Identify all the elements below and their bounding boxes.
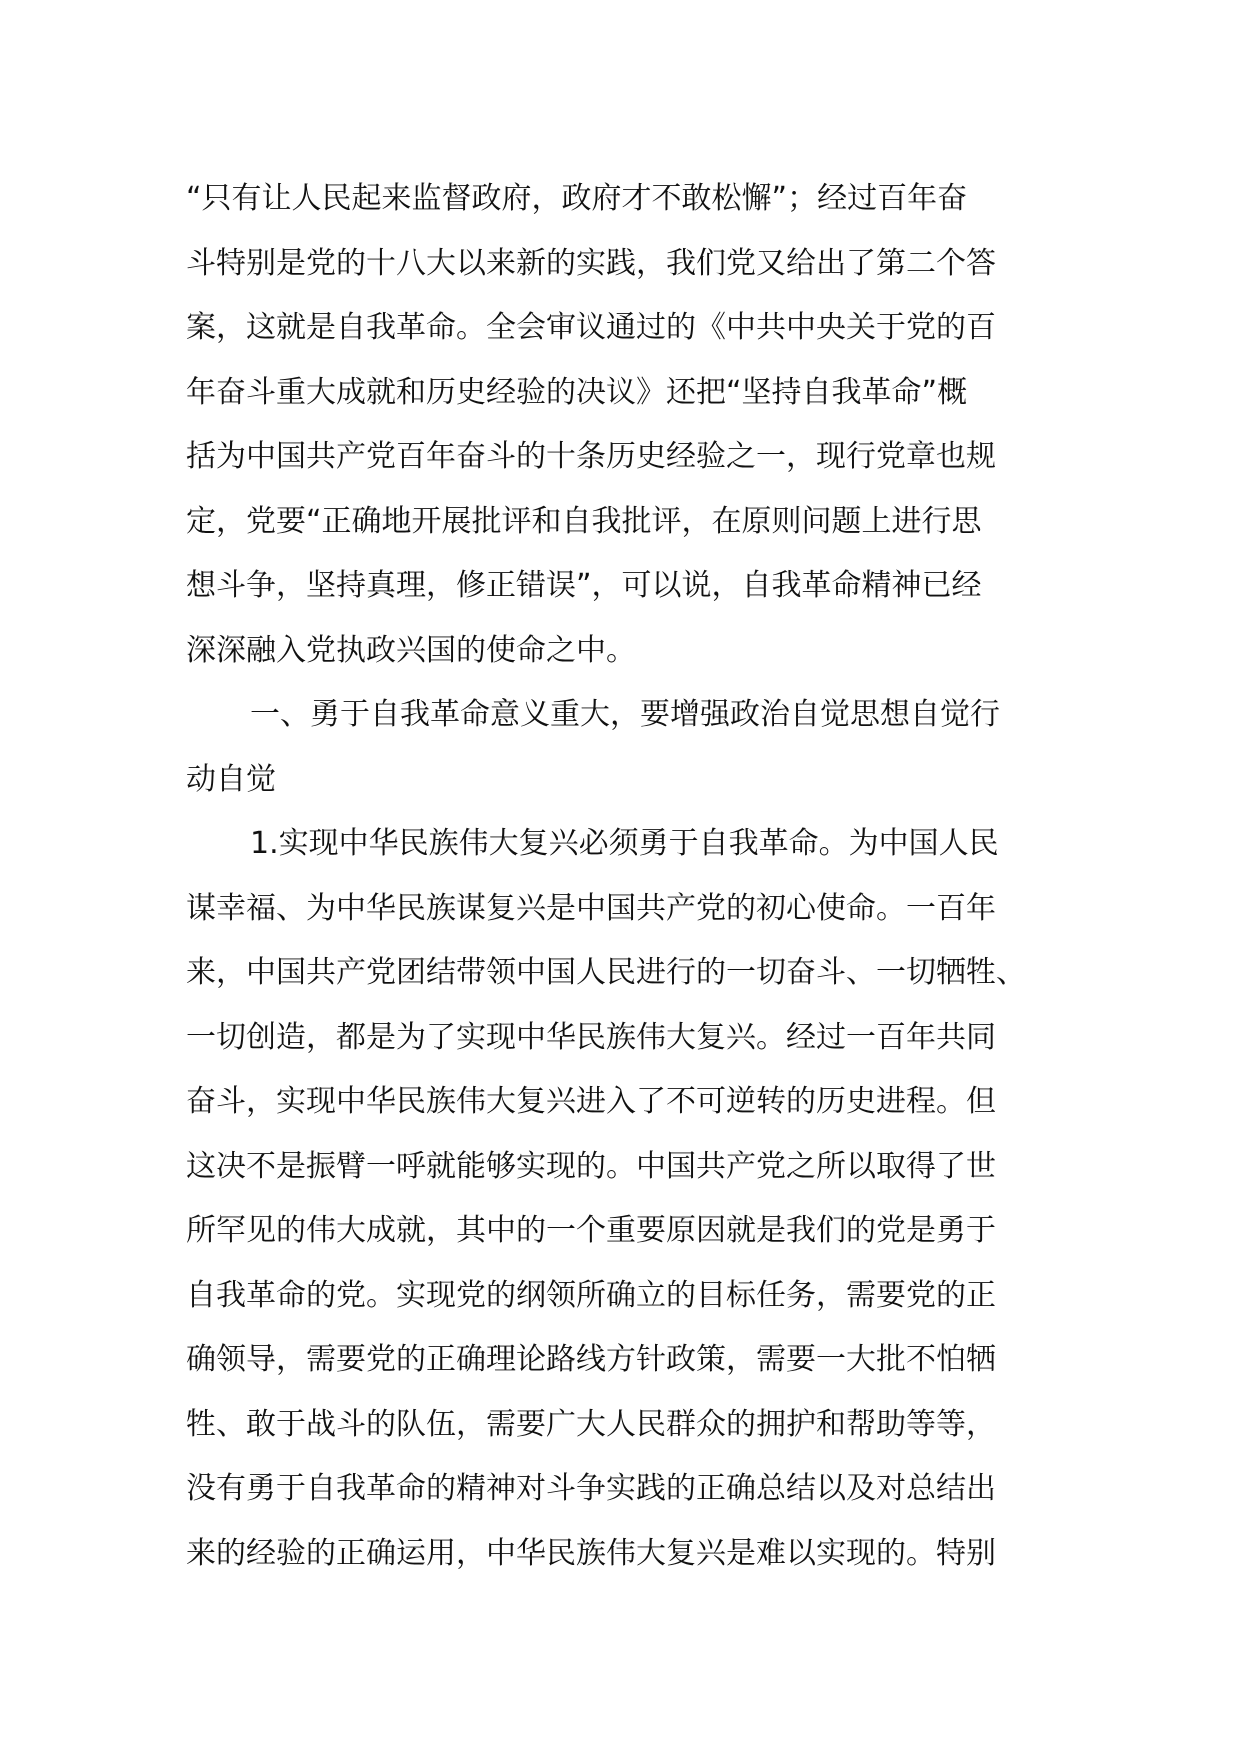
section-heading-line: 动自觉 [186,761,276,797]
paragraph-line: 所罕见的伟大成就，其中的一个重要原因就是我们的党是勇于 [186,1213,996,1248]
paragraph-line: 斗特别是党的十八大以来新的实践，我们党又给出了第二个答 [186,245,996,281]
body-text [186,167,1066,1586]
paragraph-line: 一切创造，都是为了实现中华民族伟大复兴。经过一百年共同 [186,1019,996,1055]
paragraph-line: 年奋斗重大成就和历史经验的决议》还把“坚持自我革命”概 [186,374,968,410]
paragraph-line: 自我革命的党。实现党的纲领所确立的目标任务，需要党的正 [186,1277,996,1313]
paragraph-line: 奋斗，实现中华民族伟大复兴进入了不可逆转的历史进程。但 [186,1084,996,1119]
paragraph-line: 确领导，需要党的正确理论路线方针政策，需要一大批不怕牺 [186,1342,996,1377]
paragraph-line: 没有勇于自我革命的精神对斗争实践的正确总结以及对总结出 [186,1471,996,1506]
paragraph-line: 深深融入党执政兴国的使命之中。 [186,632,636,668]
subsection-heading-line: 1.实现中华民族伟大复兴必须勇于自我革命。为中国人民 [250,826,999,861]
paragraph-line: 来，中国共产党团结带领中国人民进行的一切奋斗、一切牺牲、 [186,955,1026,990]
paragraph-line: “只有让人民起来监督政府，政府才不敢松懈”；经过百年奋 [186,181,968,216]
paragraph-line: 括为中国共产党百年奋斗的十条历史经验之一，现行党章也规 [186,439,996,474]
paragraph-line: 牲、敢于战斗的队伍，需要广大人民群众的拥护和帮助等等， [186,1406,996,1442]
paragraph-line: 来的经验的正确运用，中华民族伟大复兴是难以实现的。特别 [186,1535,996,1571]
paragraph-line: 定，党要“正确地开展批评和自我批评，在原则问题上进行思 [186,503,982,539]
section-heading-line: 一、勇于自我革命意义重大，要增强政治自觉思想自觉行 [250,697,1000,732]
paragraph-line: 这决不是振臂一呼就能够实现的。中国共产党之所以取得了世 [186,1148,996,1184]
paragraph-line: 谋幸福、为中华民族谋复兴是中国共产党的初心使命。一百年 [186,890,996,926]
paragraph-line: 想斗争，坚持真理，修正错误”，可以说，自我革命精神已经 [186,568,982,603]
paragraph-line: 案，这就是自我革命。全会审议通过的《中共中央关于党的百 [186,310,996,345]
